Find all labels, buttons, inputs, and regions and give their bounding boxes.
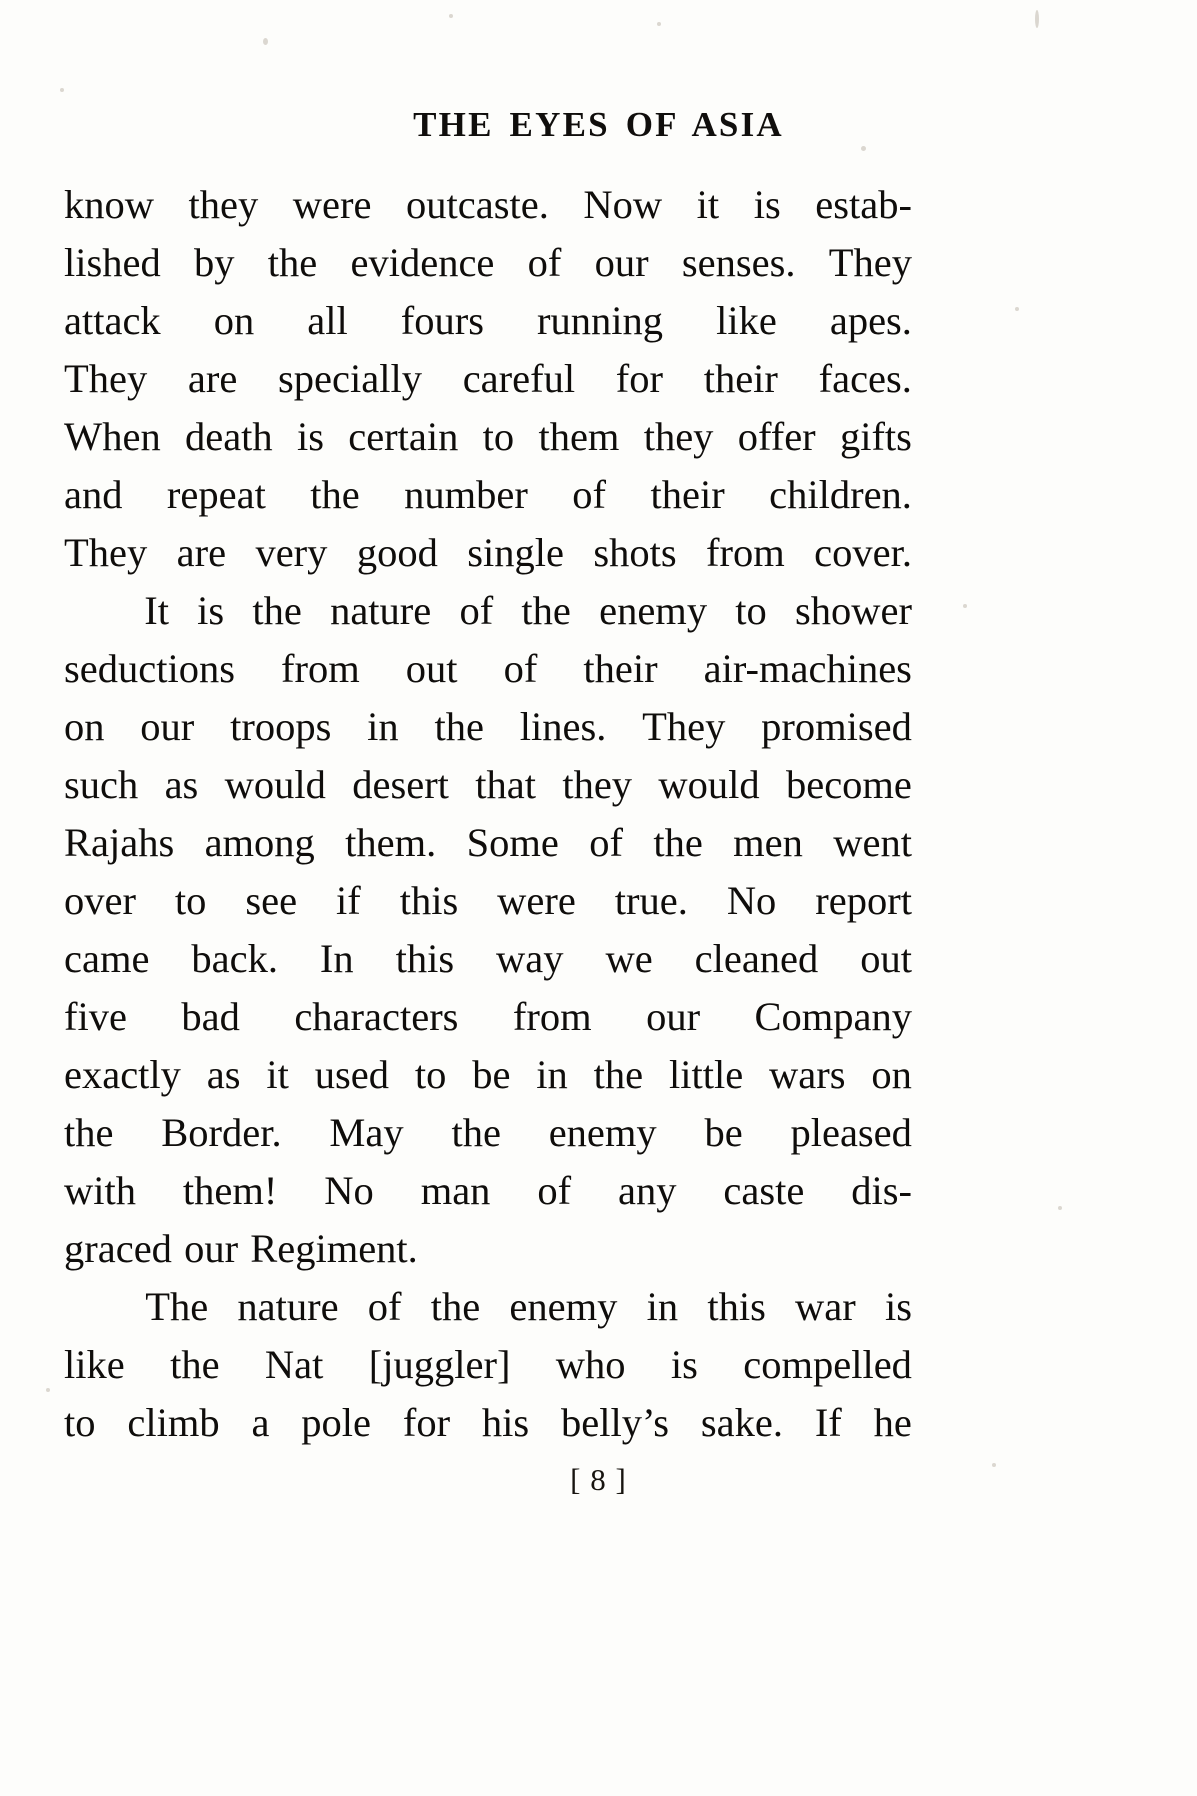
word: it (696, 182, 720, 227)
word: is (296, 414, 324, 459)
word: would (224, 762, 326, 807)
word: in (646, 1284, 679, 1329)
word: and (64, 472, 123, 517)
paper-speck (963, 604, 967, 608)
word: apes. (829, 298, 912, 343)
word: they (643, 414, 714, 459)
word: characters (294, 994, 459, 1039)
word: on (64, 704, 105, 749)
paragraph-indent (64, 1278, 116, 1336)
word: shower (795, 588, 912, 633)
word: report (815, 878, 912, 923)
text-line (64, 756, 912, 814)
word: repeat (166, 472, 266, 517)
word: of (537, 1168, 572, 1213)
word: In (319, 936, 354, 981)
word: attack (64, 298, 161, 343)
word: our (594, 240, 649, 285)
word: our (140, 704, 195, 749)
word: is (670, 1342, 698, 1387)
paper-speck (657, 22, 661, 26)
word: any (618, 1168, 677, 1213)
word: belly’s (561, 1400, 670, 1445)
paper-speck (46, 1388, 50, 1392)
word: to (64, 1400, 96, 1445)
word: exactly (64, 1052, 181, 1097)
word: It (144, 588, 169, 633)
word: The (145, 1284, 209, 1329)
word: were (292, 182, 372, 227)
word: certain (348, 414, 459, 459)
word: bad (181, 994, 240, 1039)
word: with (64, 1168, 137, 1213)
word: he (873, 1400, 912, 1445)
paragraph-indent (64, 582, 116, 640)
word: the (267, 240, 318, 285)
word: cleaned (694, 936, 819, 981)
word: the (430, 1284, 481, 1329)
word: their (650, 472, 725, 517)
word: them. (345, 820, 437, 865)
word: They (64, 356, 148, 401)
word: out (405, 646, 458, 691)
word: war (795, 1284, 856, 1329)
word: They (642, 704, 726, 749)
word: estab- (815, 182, 912, 227)
paper-speck (60, 88, 64, 92)
word: for (402, 1400, 451, 1445)
word: came (64, 936, 150, 981)
word: we (605, 936, 653, 981)
word: back. (191, 936, 278, 981)
word: from (281, 646, 360, 691)
paper-speck (263, 38, 268, 45)
word: among (204, 820, 315, 865)
word: compelled (743, 1342, 912, 1387)
word: the (451, 1110, 501, 1155)
word: such (64, 762, 139, 807)
word: Regiment. (250, 1226, 418, 1271)
word: used (314, 1052, 389, 1097)
word: of (589, 820, 623, 865)
word: dis- (851, 1168, 912, 1213)
word: lished (64, 240, 161, 285)
word: running (537, 298, 664, 343)
word: offer (737, 414, 816, 459)
word: children. (769, 472, 912, 517)
text-line (64, 640, 912, 698)
text-line (64, 176, 912, 234)
text-line (64, 292, 912, 350)
word: this (395, 936, 455, 981)
word: fours (400, 298, 485, 343)
page-number: [ 8 ] (570, 1462, 627, 1497)
text-line (64, 988, 912, 1046)
word: Some (466, 820, 559, 865)
word: to (414, 1052, 447, 1097)
word: of (503, 646, 538, 691)
word: men (733, 820, 803, 865)
word: death (184, 414, 273, 459)
word: on (213, 298, 255, 343)
word: May (329, 1110, 404, 1155)
page-running-head: THE EYES OF ASIA (413, 105, 784, 144)
word: this (399, 878, 459, 923)
word: the (64, 1110, 114, 1155)
word: to (174, 878, 207, 923)
word: wars (769, 1052, 846, 1097)
word: our (184, 1226, 239, 1271)
word: is (884, 1284, 912, 1329)
word: Border. (161, 1110, 282, 1155)
word: the (310, 472, 360, 517)
word: went (833, 820, 912, 865)
text-line (64, 1220, 912, 1278)
word: be (704, 1110, 743, 1155)
word: they (562, 762, 633, 807)
word: the (521, 588, 571, 633)
word: out (860, 936, 912, 981)
word: pole (301, 1400, 371, 1445)
word: pleased (790, 1110, 912, 1155)
word: little (668, 1052, 744, 1097)
text-line (64, 814, 912, 872)
text-line (64, 1104, 912, 1162)
word: true. (614, 878, 688, 923)
word: like (64, 1342, 125, 1387)
paper-speck (1058, 1206, 1062, 1210)
word: climb (127, 1400, 220, 1445)
word: senses. (681, 240, 796, 285)
word: know (64, 182, 154, 227)
word: They (64, 530, 148, 575)
text-line (64, 582, 912, 640)
word: would (658, 762, 760, 807)
text-line (64, 1162, 912, 1220)
word: all (307, 298, 348, 343)
word: enemy (599, 588, 708, 633)
word: No (324, 1168, 374, 1213)
text-line (64, 930, 912, 988)
word: specially (278, 356, 422, 401)
text-line (64, 698, 912, 756)
word: Rajahs (64, 820, 175, 865)
word: Company (754, 994, 912, 1039)
word: our (646, 994, 701, 1039)
text-line (64, 1336, 912, 1394)
word: nature (237, 1284, 339, 1329)
word: cover. (814, 530, 912, 575)
text-line (64, 234, 912, 292)
word: this (707, 1284, 766, 1329)
word: it (266, 1052, 289, 1097)
word: be (472, 1052, 511, 1097)
word: his (481, 1400, 530, 1445)
word: as (206, 1052, 241, 1097)
word: is (197, 588, 225, 633)
word: are (187, 356, 238, 401)
word: over (64, 878, 136, 923)
text-line (64, 466, 912, 524)
word: of (527, 240, 562, 285)
word: to (735, 588, 767, 633)
word: the (593, 1052, 644, 1097)
word: Now (583, 182, 663, 227)
word: they (188, 182, 259, 227)
word: lines. (519, 704, 607, 749)
word: number (404, 472, 528, 517)
word: from (706, 530, 785, 575)
word: No (726, 878, 777, 923)
word: are (176, 530, 227, 575)
word: way (496, 936, 564, 981)
word: their (703, 356, 778, 401)
word: sake. (700, 1400, 783, 1445)
word: careful (462, 356, 576, 401)
text-line (64, 872, 912, 930)
word: the (434, 704, 484, 749)
word: Nat (264, 1342, 324, 1387)
text-line (64, 1394, 912, 1452)
word: the (252, 588, 302, 633)
word: enemy (509, 1284, 618, 1329)
word: their (583, 646, 658, 691)
word: of (367, 1284, 402, 1329)
word: If (814, 1400, 842, 1445)
word: the (170, 1342, 220, 1387)
word: of (572, 472, 607, 517)
word: troops (230, 704, 332, 749)
word: become (785, 762, 912, 807)
word: desert (352, 762, 449, 807)
word: were (497, 878, 576, 923)
word: in (367, 704, 399, 749)
word: see (245, 878, 298, 923)
paper-speck (861, 146, 866, 151)
word: of (459, 588, 494, 633)
text-line (64, 1278, 912, 1336)
body-text (64, 176, 912, 1452)
word: from (512, 994, 592, 1039)
word: a (251, 1400, 270, 1445)
word: them! (182, 1168, 278, 1213)
word: the (653, 820, 703, 865)
word: outcaste. (406, 182, 549, 227)
word: shots (593, 530, 677, 575)
text-line (64, 1046, 912, 1104)
word: air-machines (703, 646, 912, 691)
word: gifts (839, 414, 912, 459)
word: good (356, 530, 438, 575)
word: on (871, 1052, 912, 1097)
word: very (255, 530, 328, 575)
word: enemy (548, 1110, 657, 1155)
word: them (538, 414, 620, 459)
word: evidence (350, 240, 495, 285)
word: like (716, 298, 777, 343)
word: is (753, 182, 781, 227)
text-line (64, 524, 912, 582)
word: seductions (64, 646, 235, 691)
paper-speck (1035, 10, 1039, 28)
word: if (336, 878, 361, 923)
word: man (420, 1168, 491, 1213)
word: five (64, 994, 127, 1039)
word: single (467, 530, 564, 575)
word: promised (761, 704, 912, 749)
word: They (828, 240, 912, 285)
word: When (64, 414, 161, 459)
word: that (475, 762, 536, 807)
word: graced (64, 1226, 172, 1271)
word: as (164, 762, 199, 807)
word: by (194, 240, 235, 285)
paper-speck (1015, 307, 1019, 311)
text-line (64, 350, 912, 408)
text-line (64, 408, 912, 466)
word: faces. (818, 356, 912, 401)
word: to (482, 414, 515, 459)
word: caste (723, 1168, 805, 1213)
paper-speck (449, 14, 453, 18)
word: nature (330, 588, 432, 633)
word: for (615, 356, 664, 401)
word: in (536, 1052, 568, 1097)
word: who (555, 1342, 626, 1387)
word: [juggler] (368, 1342, 511, 1387)
